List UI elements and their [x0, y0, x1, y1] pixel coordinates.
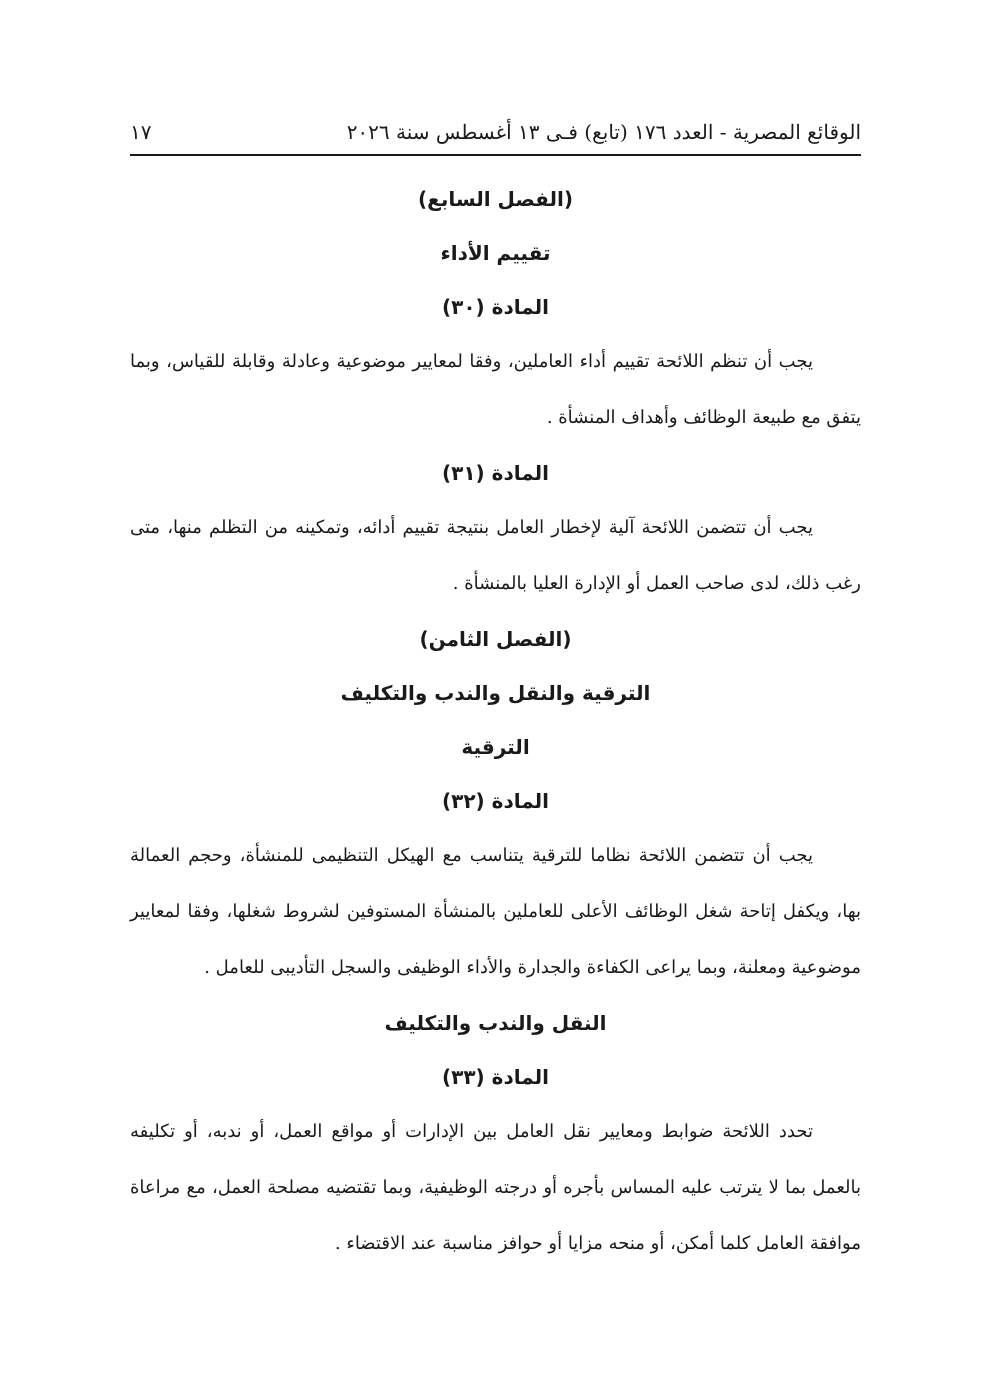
header-divider [130, 154, 861, 156]
chapter-8-title: (الفصل الثامن) [419, 627, 572, 651]
article-31-heading: المادة (٣١) [441, 461, 550, 485]
article-33-heading: المادة (٣٣) [441, 1065, 550, 1089]
article-32-text: يجب أن تتضمن اللائحة نظاما للترقية يتناسب مع الهيكل التنظيمى للمنشأة، وحجم العمالة بها، ويكفل إتاحة شغل الوظائف الأعلى للعاملين بالمنشأة المستوفين لشروط شغلها، وفقا لمعايير موضوعية ومعلنة، وبما يراعى الكفاءة والجدارة والأداء الوظيفى والسجل التأديبى للعامل . [130, 845, 861, 978]
article-33-text: تحدد اللائحة ضوابط ومعايير نقل العامل بين الإدارات أو مواقع العمل، أو ندبه، أو تكليفه بالعمل بما لا يترتب عليه المساس بأجره أو درجته الوظيفية، وبما تقتضيه مصلحة العمل، مع مراعاة موافقة العامل كلما أمكن، أو منحه مزايا أو حوافز مناسبة عند الاقتضاء . [130, 1121, 861, 1254]
article-31-text: يجب أن تتضمن اللائحة آلية لإخطار العامل بنتيجة تقييم أدائه، وتمكينه من التظلم منها، متى رغب ذلك، لدى صاحب العمل أو الإدارة العليا بالمنشأة . [130, 517, 861, 594]
article-30-text: يجب أن تنظم اللائحة تقييم أداء العاملين، وفقا لمعايير موضوعية وعادلة وقابلة للقياس، وبما يتفق مع طبيعة الوظائف وأهداف المنشأة . [130, 351, 861, 428]
chapter-8-subtitle: الترقية والنقل والندب والتكليف [340, 681, 651, 705]
running-header [130, 112, 861, 152]
chapter-7-subtitle: تقييم الأداء [440, 241, 551, 265]
article-32-heading: المادة (٣٢) [441, 789, 550, 813]
article-30-heading: المادة (٣٠) [441, 295, 550, 319]
header-title: الوقائع المصرية - العدد ١٧٦ (تابع) فـى ١٣ أغسطس سنة ٢٠٢٦ [346, 120, 861, 144]
chapter-7-title: (الفصل السابع) [418, 187, 573, 211]
section-promotion-heading: الترقية [461, 735, 530, 759]
section-transfer-heading: النقل والندب والتكليف [384, 1011, 607, 1035]
page-body [130, 172, 861, 1272]
page-number: ١٧ [130, 120, 152, 144]
